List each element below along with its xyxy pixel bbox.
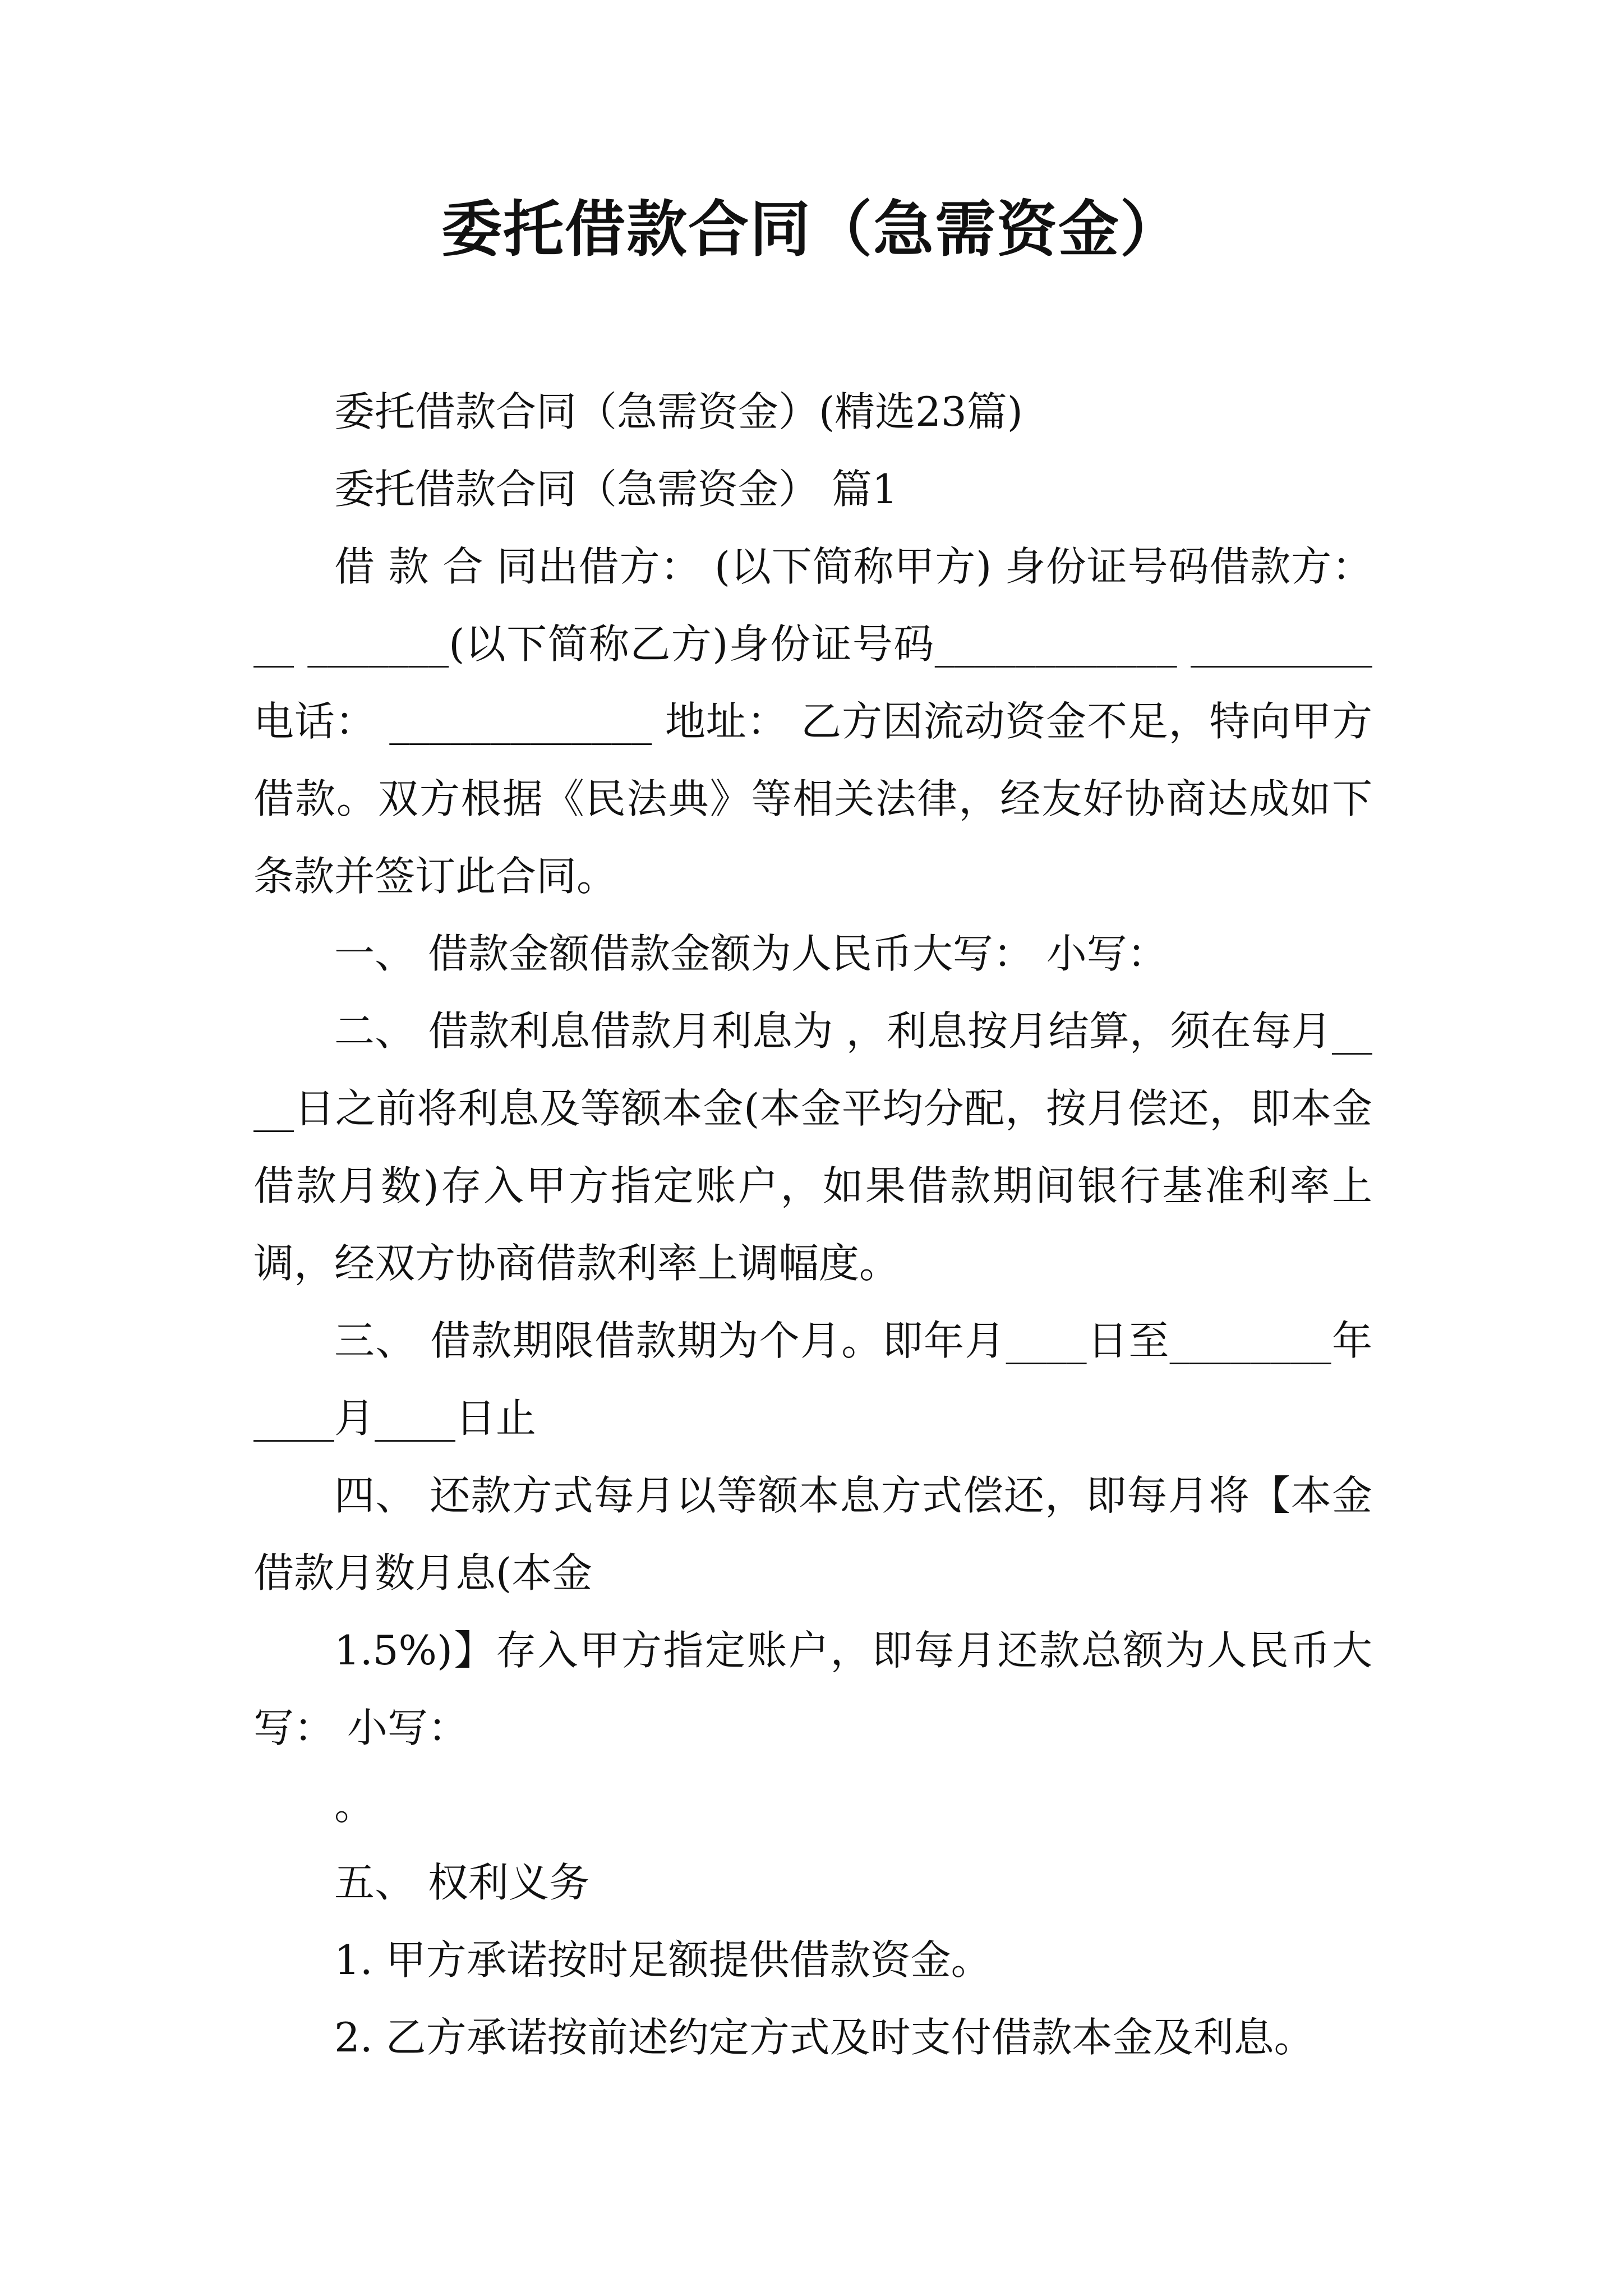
paragraph-clause-amount: 一、 借款金额借款金额为人民币大写： 小写： — [334, 930, 1168, 977]
paragraph-clause-rights: 五、 权利义务 — [334, 1859, 589, 1906]
paragraph-parties: 借 款 合 同出借方： (以下简称甲方) 身份证号码借款方：__ _______(以下简称乙方)身份证号码____________ _________ 电话： _____________ 地址： 乙方因流动资金不足，特向甲方借款。双方根据《民法典》等相关法律，经友好协商达成如下条款并签订此合同。 — [253, 543, 1385, 900]
paragraph-subtitle: 委托借款合同（急需资金）(精选23篇) — [334, 388, 1023, 435]
paragraph-clause-interest: 二、 借款利息借款月利息为 ，利息按月结算，须在每月____日之前将利息及等额本金(本金平均分配，按月偿还，即本金借款月数)存入甲方指定账户，如果借款期间银行基准利率上调，经双方协商借款利率上调幅度。 — [253, 1007, 1372, 1287]
paragraph-item-2: 2. 乙方承诺按前述约定方式及时支付借款本金及利息。 — [334, 2014, 1315, 2061]
paragraph-clause-repayment-cont: 1.5%)】存入甲方指定账户，即每月还款总额为人民币大写： 小写： — [253, 1627, 1372, 1751]
document-body — [253, 373, 1385, 2076]
document-title: 委托借款合同（急需资金） — [441, 195, 1182, 265]
paragraph-clause-term: 三、 借款期限借款期为个月。即年月____日至________年____月____日止 — [253, 1317, 1372, 1442]
paragraph-item-1: 1. 甲方承诺按时足额提供借款资金。 — [334, 1936, 992, 1984]
paragraph-clause-repayment: 四、 还款方式每月以等额本息方式偿还，即每月将【本金借款月数月息(本金 — [253, 1472, 1372, 1596]
paragraph-period: 。 — [334, 1782, 375, 1829]
paragraph-section-heading: 委托借款合同（急需资金） 篇1 — [334, 466, 898, 513]
